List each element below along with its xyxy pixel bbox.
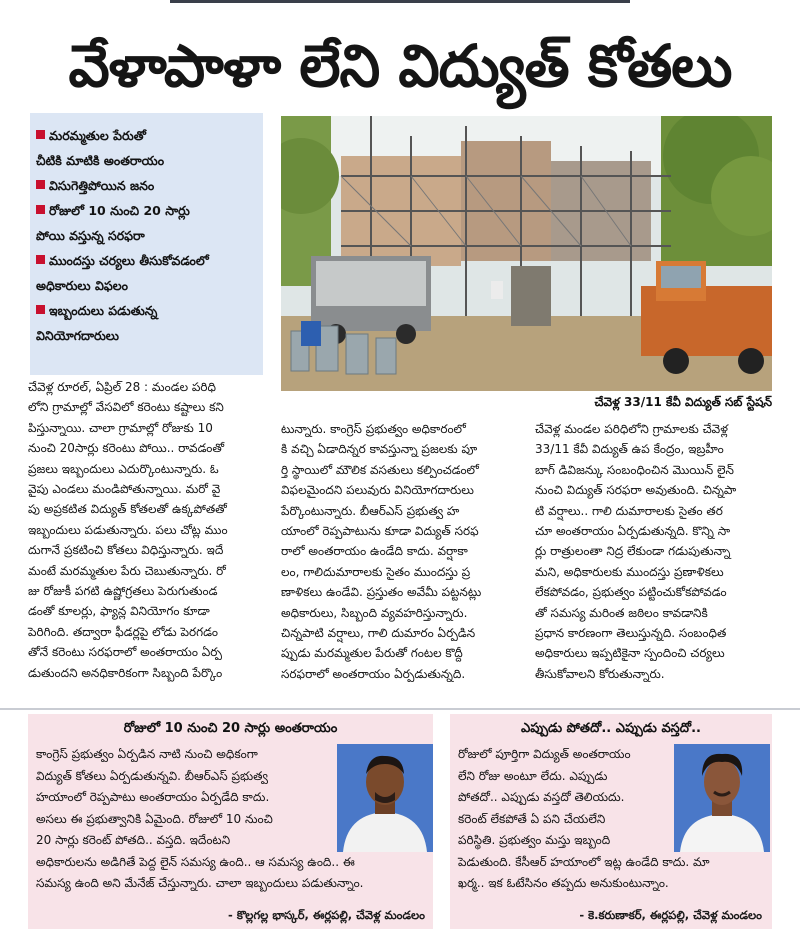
text-line: పరిస్థితి. ప్రభుత్వం మస్తు ఇబ్బంది — [458, 833, 611, 847]
text-line: టున్నారు. కాంగ్రెస్ ప్రభుత్వం అధికారంలో — [281, 422, 466, 436]
article-column-1 — [28, 377, 263, 683]
highlight-item: విసుగెత్తిపోయిన జనం — [36, 173, 257, 198]
text-line: లేకపోవడం, ప్రభుత్వం పట్టించుకోకపోవడం — [535, 585, 727, 600]
text-line: పు అప్రకటిత విద్యుత్ కోతలతో ఉక్కపోతతో — [28, 502, 227, 517]
text-line: సమస్య ఉంది అని మేనేజ్ చేస్తున్నారు. చాలా ఇబ్బందులు పడుతున్నాం. — [36, 876, 364, 890]
text-line: అధికారులు, సిబ్బంది వ్యవహరిస్తున్నారు. — [281, 605, 468, 620]
text-line: ర్లు రాత్రులంతా నిద్ర లేకుండా గడుపుతున్నా — [535, 544, 731, 559]
text-line: నుంచి 20సార్లు కరెంటు పోయి.. రావడంతో — [28, 441, 225, 456]
text-line: నుంచి విద్యుత్ సరఫరా అవుతుంది. చిన్నపా — [535, 483, 737, 498]
text-line: కరెంట్ లేకపోతే ఏ పని చేయలేని — [458, 811, 606, 826]
text-line: బాగ్ డివిజన్కు సంబంధించిన మొయిన్ లైన్ — [535, 462, 734, 477]
text-line: ప్రధాన కారణంగా తెలుస్తున్నది. సంబంధిత — [535, 626, 727, 641]
person-portrait-image — [674, 744, 770, 852]
text-line: ఖర్మ.. ఇక ఓటేసినం తప్పదు అనుకుంటున్నాం. — [458, 876, 669, 890]
bullet-marker-icon — [36, 180, 45, 189]
text-line: తో సమస్య మరింత జఠిలం కావడానికి — [535, 605, 708, 620]
person-photo — [674, 744, 770, 852]
quote-title: ఎప్పుడు పోతదో.. ఎప్పుడు వస్తదో.. — [520, 721, 701, 736]
substation-illustration — [281, 116, 772, 391]
text-line: మంటే మరమ్మతుల పేరు చెబుతున్నారు. రో — [28, 563, 226, 578]
text-line: ఇబ్బందులు పడుతున్నారు. పలు చోట్ల ముం — [28, 522, 228, 537]
text-line: పిస్తున్నాయి. చాలా గ్రామాల్లో రోజుకు 10 — [28, 420, 213, 435]
bullet-marker-icon — [36, 305, 45, 314]
text-line: వైపు ఎండలు మండిపోతున్నాయి. మరో వై — [28, 482, 221, 497]
highlight-item: రోజులో 10 నుంచి 20 సార్లు పోయి వస్తున్న సరఫరా — [36, 203, 190, 243]
quote-byline: - కె.కరుణాకర్, ఈర్లపల్లి, చేవెళ్ల మండలం — [579, 908, 762, 922]
text-line: డంతో కూలర్లు, ఫ్యాన్ల వినియోగం కూడా — [28, 604, 210, 619]
quote-byline: - కొల్లగల్ల భాస్కర్, ఈర్లపల్లి, చేవెళ్ల మండలం — [228, 908, 425, 922]
text-line: టి వర్షాలు.. గాలి దుమారాలకు సైతం తర — [535, 503, 723, 518]
text-line: ర్తి స్థాయిలో మౌలిక వసతులు కల్పించడంలో — [281, 462, 479, 477]
bullet-marker-icon — [36, 205, 45, 214]
text-line: పోతదో.. ఎప్పుడు వస్తదో తెలియదు. — [458, 790, 625, 804]
text-line: లం, గాలిదుమారాలకు సైతం ముందస్తు ప్ర — [281, 564, 471, 579]
text-line: రాలో అంతరాయం ఉండేది కాదు. వర్షాకా — [281, 544, 468, 559]
article-column-2 — [281, 419, 516, 684]
text-line: యాంలో రెప్పపాటును కూడా విద్యుత్ సరఫ — [281, 524, 479, 539]
text-line: కి వచ్చి ఏడాదిన్నర కావస్తున్నా ప్రజలకు పూ — [281, 442, 478, 457]
text-line: లోని గ్రామాల్లో వేసవిలో కరెంటు కష్టాలు కని — [28, 400, 224, 415]
text-line: ప్రజలు ఇబ్బందులు ఎదుర్కొంటున్నారు. ఓ — [28, 461, 219, 476]
text-line: పెరిగింది. తద్వారా ఫీడర్లపై లోడు పెరగడం — [28, 624, 218, 639]
text-line: రోజులో పూర్తిగా విద్యుత్ అంతరాయం — [458, 747, 631, 761]
text-line: చూ అంతరాయం ఏర్పడుతున్నది. కొన్ని సా — [535, 524, 731, 539]
text-line: ప్పుడు మరమ్మతుల పేరుతో గంటల కొద్దీ — [281, 646, 463, 661]
text-line: విద్యుత్ కోతలు ఏర్పడుతున్నవి. బీఆర్ఎస్ ప్రభుత్వ — [36, 768, 268, 783]
quote-box-right — [450, 714, 772, 929]
top-rule — [170, 0, 630, 3]
bullet-marker-icon — [36, 130, 45, 139]
text-line: లేని రోజు అంటూ లేదు. ఎప్పుడు — [458, 768, 608, 783]
text-line: అసలు ఈ ప్రభుత్వానికి ఏమైంది. రోజులో 10 నుంచి — [36, 811, 273, 826]
text-line: 20 సార్లు కరెంట్ పోతది.. వస్తది. ఇదేంటని — [36, 833, 231, 847]
text-line: డుతుందని అనధికారికంగా సిబ్బంది పేర్కొం — [28, 665, 223, 680]
text-line: ణాళికలు ఉండేవి. ప్రస్తుతం అవేమీ పట్టనట్లు — [281, 585, 482, 600]
text-line: కాంగ్రెస్ ప్రభుత్వం ఏర్పడిన నాటి నుంచి అధికంగా — [36, 747, 258, 761]
text-line: 33/11 కేవీ విద్యుత్ ఉప కేంద్రం, ఇబ్రహీం — [535, 442, 724, 457]
headline: వేళాపాళా లేని విద్యుత్ కోతలు — [68, 32, 732, 100]
text-line: హయాంలో రెప్పపాటు అంతరాయం ఏర్పడేది కాదు. — [36, 790, 270, 804]
highlight-item: ఇబ్బందులు పడుతున్న వినియోగదారులు — [36, 303, 158, 343]
substation-photo — [281, 116, 772, 391]
article-column-3 — [535, 419, 772, 684]
highlights-box — [30, 113, 263, 375]
section-divider — [0, 708, 800, 710]
person-photo — [337, 744, 433, 852]
highlight-item: ముందస్తు చర్యలు తీసుకోవడంలో అధికారులు విఫలం — [36, 253, 209, 293]
text-line: చిన్నపాటి వర్షాలు, గాలి దుమారం ఏర్పడిన — [281, 626, 476, 641]
photo-caption: చేవెళ్ల 33/11 కేవీ విద్యుత్ సబ్ స్టేషన్ — [594, 395, 772, 409]
text-line: దుగానే ప్రకటించి కోతలు విధిస్తున్నారు. ఇదే — [28, 543, 224, 558]
text-line: తోనే కరెంటు సరఫరాలో అంతరాయం ఏర్ప — [28, 645, 222, 660]
quote-title: రోజులో 10 నుంచి 20 సార్లు అంతరాయం — [123, 721, 338, 736]
text-line: చేవెళ్ల రూరల్, ఏప్రిల్ 28 : మండల పరిధి — [28, 380, 217, 394]
quote-box-left — [28, 714, 433, 929]
text-line: జు రోజుకీ పగటి ఉష్ణోగ్రతలు పెరుగుతుండ — [28, 584, 218, 599]
text-line: అధికారులు ఇప్పటికైనా స్పందించి చర్యలు — [535, 646, 725, 661]
bullet-marker-icon — [36, 255, 45, 264]
text-line: పేర్కొంటున్నారు. బీఆర్ఎస్ ప్రభుత్వ హ — [281, 503, 460, 518]
text-line: మని, అధికారులకు ముందస్తు ప్రణాళికలు — [535, 564, 724, 579]
text-line: సరఫరాలో అంతరాయం ఏర్పడుతున్నది. — [281, 666, 466, 681]
text-line: తీసుకోవాలని కోరుతున్నారు. — [535, 666, 665, 681]
text-line: చేవెళ్ల మండల పరిధిలోని గ్రామాలకు చేవెళ్ల — [535, 422, 728, 436]
text-line: విఫలమైందని పలువురు వినియోగదారులు — [281, 483, 474, 498]
highlight-item: మరమ్మతుల పేరుతో చీటికి మాటికి అంతరాయం — [36, 128, 165, 168]
person-portrait-image — [337, 744, 433, 852]
text-line: అధికారులను అడిగితే పెద్ద లైన్ సమస్య ఉంది.. ఆ సమస్య ఉంది.. ఈ — [36, 854, 355, 869]
text-line: పెడుతుంది. కేసీఆర్ హయాంలో ఇట్ల ఉండేది కాదు. మా — [458, 854, 710, 869]
